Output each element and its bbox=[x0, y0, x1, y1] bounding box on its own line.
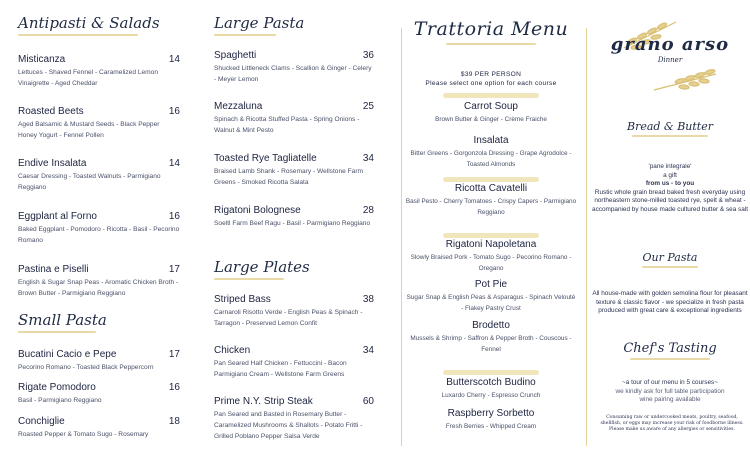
item-description: Aged Balsamic & Mustard Seeds - Black Pepper Honey Yogurt - Fennel Pollen bbox=[18, 121, 160, 139]
bread-header bbox=[590, 120, 750, 137]
section-title-large-pasta: Large Pasta bbox=[214, 14, 305, 32]
item-description: Pecorino Romano - Toasted Black Peppercorn bbox=[18, 364, 154, 371]
course-item bbox=[405, 183, 577, 218]
menu-item bbox=[18, 54, 180, 89]
item-description: Soeltl Farm Beef Ragu - Basil - Parmigiano Reggiano bbox=[214, 220, 371, 227]
title-underline bbox=[18, 34, 138, 36]
title-underline bbox=[630, 358, 710, 360]
menu-item bbox=[214, 294, 374, 329]
course-name: Rigatoni Napoletana bbox=[445, 239, 537, 250]
item-price: 17 bbox=[168, 349, 180, 360]
item-price: 25 bbox=[362, 101, 374, 112]
course-item bbox=[405, 279, 577, 314]
our-pasta-body: All house-made with golden semolina flour for pleasant texture & classic flavor - we specialize in fresh pasta produced with great care & exceptional ingredients bbox=[592, 290, 748, 315]
item-description: Caesar Dressing - Toasted Walnuts - Parmigiano Reggiano bbox=[18, 173, 161, 191]
section-title-bread: Bread & Butter bbox=[626, 120, 713, 133]
section-title-antipasti: Antipasti & Salads bbox=[18, 14, 160, 32]
item-description: Lettuces - Shaved Fennel - Caramelized Lemon Vinaigrette - Aged Cheddar bbox=[18, 69, 159, 87]
menu-item bbox=[214, 396, 374, 442]
title-underline bbox=[214, 278, 284, 280]
course-item bbox=[405, 101, 577, 125]
menu-item bbox=[214, 205, 374, 229]
course-description: Brown Butter & Ginger - Crème Fraiche bbox=[435, 116, 547, 123]
tasting-line-2: we kindly ask for full table participation bbox=[615, 387, 725, 395]
course-description: Mussels & Shrimp - Saffron & Pepper Broth - Couscous - Fennel bbox=[410, 335, 572, 353]
menu-item bbox=[18, 264, 180, 299]
bread-body: Rustic whole grain bread baked fresh everyday using northeastern stone-milled toasted rye, spelt & wheat - accompanied by house made cultured butter & sea salt bbox=[592, 188, 748, 213]
menu-item bbox=[18, 382, 180, 406]
course-item bbox=[405, 377, 577, 401]
item-name: Endive Insalata bbox=[18, 158, 87, 169]
course-description: Sugar Snap & English Peas & Asparagus - Spinach Velouté - Flakey Pastry Crust bbox=[406, 294, 576, 312]
chefs-tasting-body bbox=[590, 379, 750, 405]
item-name: Rigatoni Bolognese bbox=[214, 205, 301, 216]
item-name: Mezzaluna bbox=[214, 101, 263, 112]
item-description: Pan Seared and Basted in Rosemary Butter - Caramelized Mushrooms & Shallots - Potato Fritti - Grilled Poblano Pepper Salsa Verde bbox=[214, 411, 363, 440]
course-name: Raspberry Sorbetto bbox=[447, 408, 535, 419]
item-description: Carnaroli Risotto Verde - English Peas & Spinach - Tarragon - Preserved Lemon Confit bbox=[214, 309, 363, 327]
course-item bbox=[405, 320, 577, 355]
bread-gift: a gift bbox=[663, 171, 677, 179]
item-price: 28 bbox=[362, 205, 374, 216]
divider-right bbox=[586, 28, 587, 446]
divider-center bbox=[401, 28, 402, 446]
item-name: Misticanza bbox=[18, 54, 66, 65]
brand-subtitle: Dinner bbox=[657, 56, 683, 64]
our-pasta-header bbox=[590, 251, 750, 268]
food-safety-disclaimer: Consuming raw or undercooked meats, poultry, seafood, shellfish, or eggs may increase your risk of foodborne illness. Please make us aware of any allergies or sensitivities. bbox=[600, 415, 744, 432]
tasting-line-3: wine pairing available bbox=[639, 396, 701, 404]
brand-block bbox=[590, 34, 750, 64]
item-price: 36 bbox=[362, 50, 374, 61]
trattoria-header bbox=[405, 18, 577, 45]
course-description: Fresh Berries - Whipped Cream bbox=[445, 423, 537, 430]
item-description: Basil - Parmigiano Reggiano bbox=[18, 397, 102, 404]
course-description: Bitter Greens - Gorgonzola Dressing - Grape Agrodolce - Toasted Almonds bbox=[410, 150, 572, 168]
course-divider bbox=[443, 370, 539, 375]
course-item bbox=[405, 135, 577, 170]
item-price: 14 bbox=[168, 158, 180, 169]
antipasti-header bbox=[18, 14, 160, 36]
item-price: 16 bbox=[168, 211, 180, 222]
small-pasta-header bbox=[18, 311, 107, 333]
menu-item bbox=[214, 153, 374, 188]
item-name: Conchiglie bbox=[18, 416, 65, 427]
item-name: Eggplant al Forno bbox=[18, 211, 97, 222]
item-description: Roasted Pepper & Tomato Sugo - Rosemary bbox=[18, 431, 149, 438]
tasting-line-1: ~a tour of our menu in 5 courses~ bbox=[622, 379, 718, 386]
item-name: Roasted Beets bbox=[18, 106, 84, 117]
item-description: Braised Lamb Shank - Rosemary - Wellstone Farm Greens - Smoked Ricotta Salata bbox=[214, 168, 364, 186]
item-name: Striped Bass bbox=[214, 294, 271, 305]
price-line: $39 PER PERSON bbox=[460, 71, 522, 78]
item-price: 16 bbox=[168, 106, 180, 117]
item-price: 34 bbox=[362, 345, 374, 356]
title-underline bbox=[446, 43, 536, 45]
item-description: Shucked Littleneck Clams - Scallion & Ginger - Celery - Meyer Lemon bbox=[214, 65, 372, 83]
title-underline bbox=[642, 266, 698, 268]
item-price: 14 bbox=[168, 54, 180, 65]
large-pasta-header bbox=[214, 14, 304, 36]
menu-item bbox=[18, 211, 180, 246]
course-name: Ricotta Cavatelli bbox=[454, 183, 528, 194]
section-title-our-pasta: Our Pasta bbox=[642, 251, 698, 264]
course-description: Slowly Braised Pork - Tomato Sugo - Pecorino Romano - Oregano bbox=[410, 254, 572, 272]
title-underline bbox=[18, 331, 96, 333]
item-name: Spaghetti bbox=[214, 50, 257, 61]
course-name: Carrot Soup bbox=[464, 101, 518, 112]
section-title-chefs-tasting: Chef's Tasting bbox=[623, 341, 717, 356]
item-price: 17 bbox=[168, 264, 180, 275]
item-price: 60 bbox=[362, 396, 374, 407]
item-price: 34 bbox=[362, 153, 374, 164]
bread-quote: 'pane integrale' bbox=[648, 163, 692, 170]
item-name: Toasted Rye Tagliatelle bbox=[214, 153, 317, 164]
menu-item bbox=[214, 345, 374, 380]
menu-item bbox=[214, 101, 374, 136]
item-name: Rigate Pomodoro bbox=[18, 382, 96, 393]
menu-item bbox=[214, 50, 374, 85]
course-description: Basil Pesto - Cherry Tomatoes - Crispy Capers - Parmigiano Reggiano bbox=[405, 198, 577, 216]
trattoria-title: Trattoria Menu bbox=[413, 18, 569, 40]
course-name: Insalata bbox=[473, 135, 509, 146]
section-title-large-plates: Large Plates bbox=[214, 258, 310, 276]
item-name: Pastina e Piselli bbox=[18, 264, 89, 275]
chefs-tasting-header bbox=[590, 341, 750, 360]
item-description: Baked Eggplant - Pomodoro - Ricotta - Basil - Pecorino Romano bbox=[18, 226, 180, 244]
menu-item bbox=[18, 349, 180, 373]
course-item bbox=[405, 239, 577, 274]
title-underline bbox=[214, 34, 276, 36]
menu-item bbox=[18, 158, 180, 193]
course-divider bbox=[443, 177, 539, 182]
item-price: 38 bbox=[362, 294, 374, 305]
title-underline bbox=[632, 135, 708, 137]
section-title-small-pasta: Small Pasta bbox=[18, 311, 107, 329]
course-name: Brodetto bbox=[472, 320, 510, 331]
item-price: 18 bbox=[168, 416, 180, 427]
item-description: Spinach & Ricotta Stuffed Pasta - Spring Onions - Walnut & Mint Pesto bbox=[214, 116, 360, 134]
course-name: Pot Pie bbox=[474, 279, 508, 290]
item-price: 16 bbox=[168, 382, 180, 393]
course-name: Butterscotch Budino bbox=[446, 377, 536, 388]
course-item bbox=[405, 408, 577, 432]
brand-logo: grano arso bbox=[610, 34, 730, 55]
course-instruction: Please select one option for each course bbox=[425, 80, 557, 87]
bread-description bbox=[592, 163, 748, 215]
item-name: Bucatini Cacio e Pepe bbox=[18, 349, 117, 360]
menu-item bbox=[18, 416, 180, 440]
course-description: Luxardo Cherry - Espresso Crunch bbox=[441, 392, 541, 399]
item-description: Pan Seared Half Chicken - Fettuccini - Bacon Parmigiano Cream - Wellstone Farm Greens bbox=[214, 360, 347, 378]
menu-item bbox=[18, 106, 180, 141]
item-name: Chicken bbox=[214, 345, 251, 356]
course-divider bbox=[443, 93, 539, 98]
course-divider bbox=[443, 233, 539, 238]
large-plates-header bbox=[214, 258, 310, 280]
item-description: English & Sugar Snap Peas - Aromatic Chicken Broth - Brown Butter - Parmigiano Reggiano bbox=[18, 279, 179, 297]
item-name: Prime N.Y. Strip Steak bbox=[214, 396, 313, 407]
bread-from: from us - to you bbox=[645, 180, 695, 188]
